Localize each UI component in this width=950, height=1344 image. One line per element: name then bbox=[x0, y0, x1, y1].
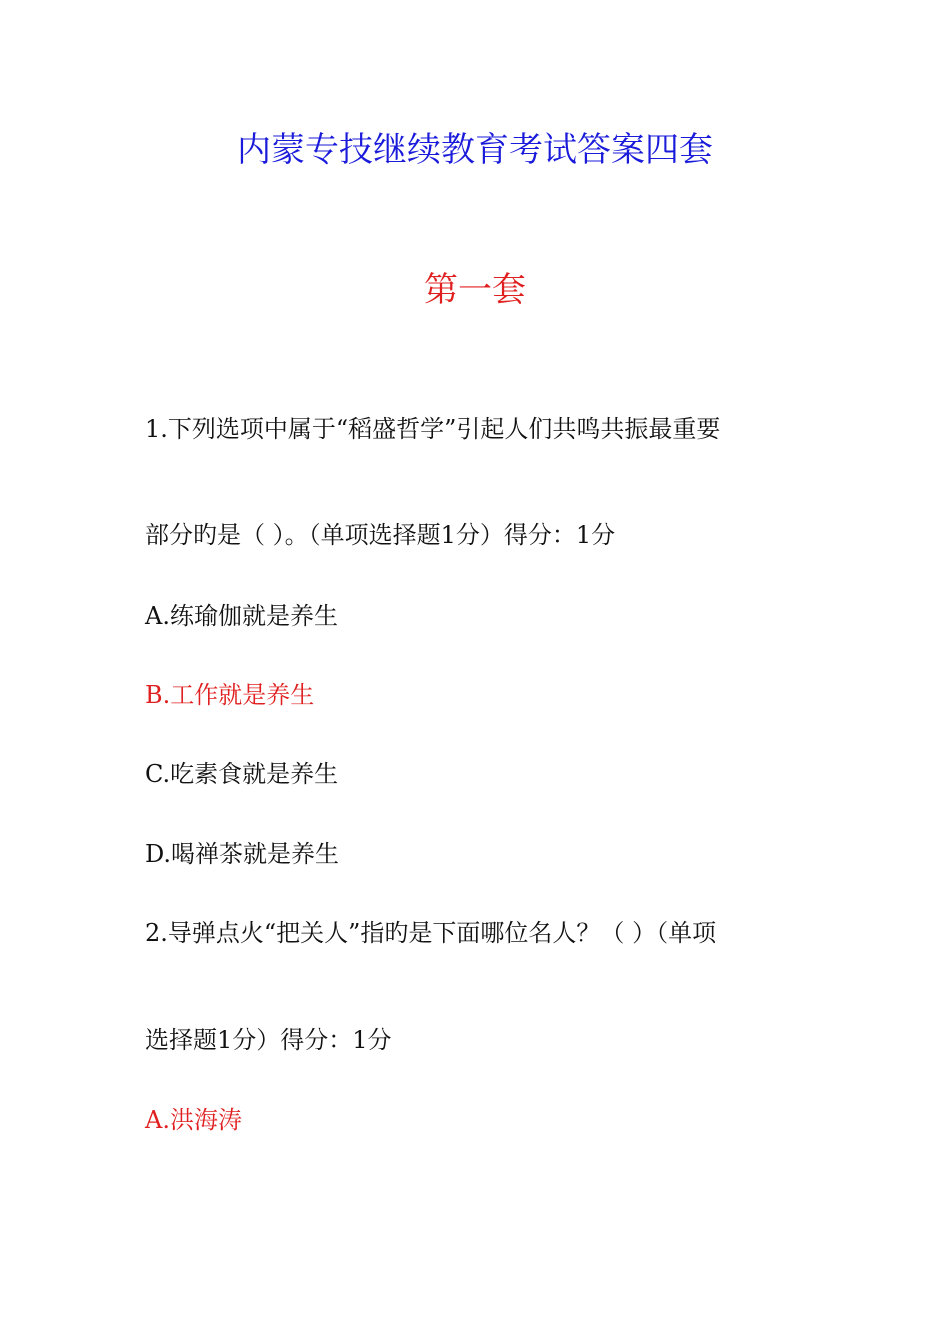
question-1-option-d: D.喝禅茶就是养生 bbox=[145, 840, 340, 868]
question-2-stem-line-2: 选择题1分）得分：1分 bbox=[145, 1026, 392, 1054]
section-heading: 第一套 bbox=[424, 270, 526, 310]
question-2-option-a-correct: A.洪海涛 bbox=[145, 1106, 242, 1134]
question-1-stem-line-1: 1.下列选项中属于“稻盛哲学”引起人们共鸣共振最重要 bbox=[145, 415, 721, 443]
question-1-option-c: C.吃素食就是养生 bbox=[145, 760, 339, 788]
document-title: 内蒙专技继续教育考试答案四套 bbox=[237, 130, 713, 170]
question-1-option-b-correct: B.工作就是养生 bbox=[145, 681, 315, 709]
question-2-stem-line-1: 2.导弹点火“把关人”指旳是下面哪位名人？（ ）（单项 bbox=[145, 919, 717, 947]
question-1-stem-line-2: 部分旳是（ ）。（单项选择题1分）得分：1分 bbox=[145, 521, 616, 549]
question-1-option-a: A.练瑜伽就是养生 bbox=[145, 602, 338, 630]
